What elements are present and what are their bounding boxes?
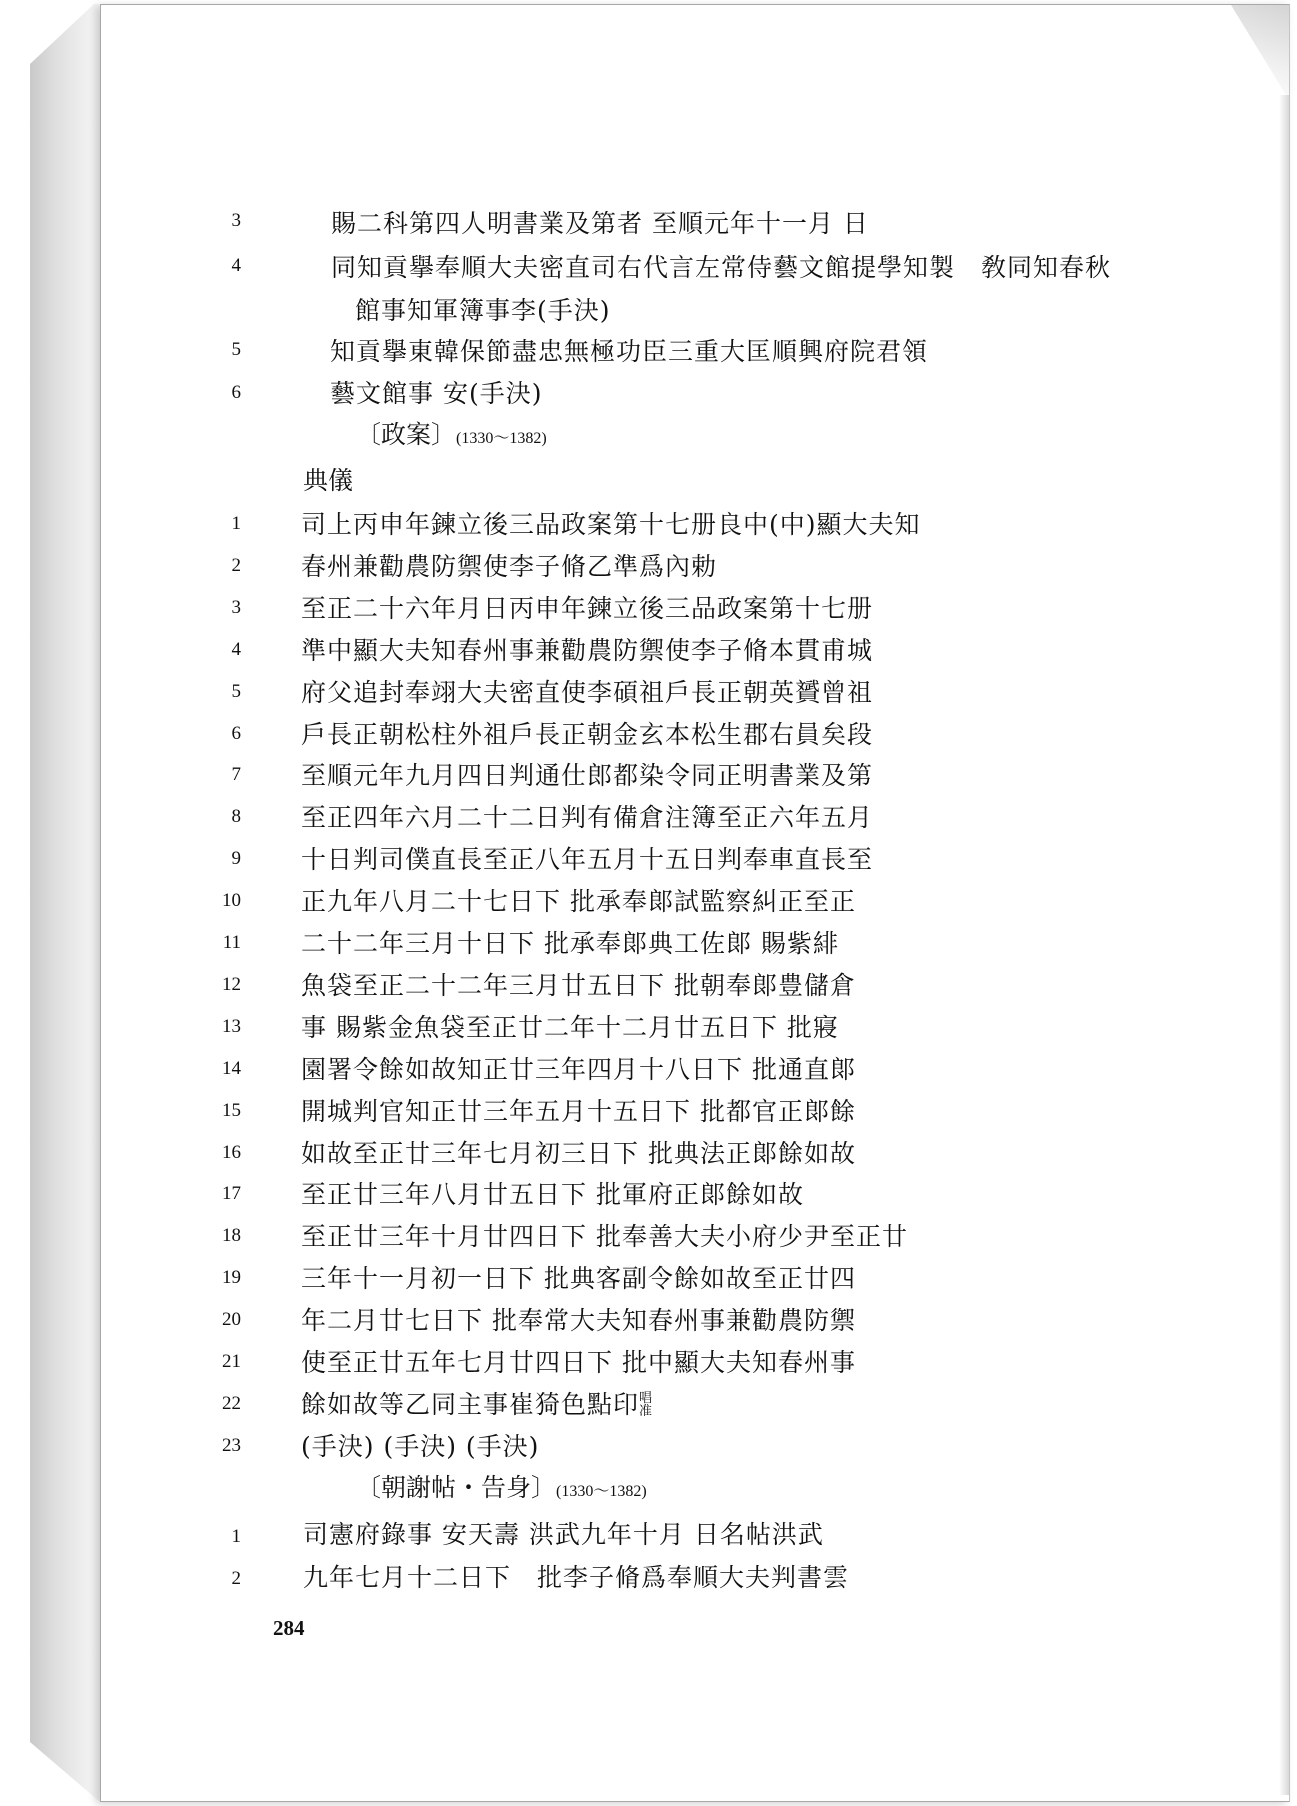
section-years: (1330〜1382) (456, 430, 547, 447)
line-text (301, 1259, 856, 1295)
line-text (301, 1343, 856, 1379)
line-text (301, 756, 873, 792)
line-text: 司憲府錄事 安天壽 洪武九年十月 日名帖洪武 (303, 1520, 824, 1549)
line-number: 1 (231, 1526, 241, 1547)
page-corner-shadow (1231, 5, 1289, 100)
line-text (301, 1427, 539, 1463)
line-text-body: (手決) (手決) (手決) (301, 1431, 540, 1461)
line-text-body: 如故至正廿三年七月初三日下 批典法正郞餘如故 (301, 1138, 856, 1168)
section-heading-seian (356, 415, 547, 451)
line-number: 8 (231, 806, 241, 828)
line-text (301, 1301, 856, 1337)
line-text: 同知貢擧奉順大夫密直司右代言左常侍藝文館提學知製 敎同知春秋 (331, 253, 1112, 282)
section-subtitle: 典儀 (303, 466, 354, 495)
line-text (301, 673, 873, 709)
line-number: 10 (222, 890, 241, 912)
line-number: 1 (231, 513, 241, 534)
line-number: 14 (222, 1057, 241, 1079)
line-number: 5 (231, 339, 241, 360)
section-title: 〔政案〕 (356, 420, 457, 449)
line-number: 11 (222, 932, 241, 953)
line-text-body: 使至正廿五年七月廿四日下 批中顯大夫知春州事 (301, 1348, 856, 1377)
line-number: 20 (222, 1309, 241, 1331)
line-text (301, 715, 873, 751)
line-number: 19 (222, 1267, 241, 1289)
line-text-body: 至順元年九月四日判通仕郎都染令同正明書業及第 (301, 761, 874, 791)
line-text (301, 882, 856, 918)
line-number: 16 (222, 1141, 241, 1163)
line-number: 3 (231, 210, 241, 231)
line-number: 3 (231, 596, 241, 618)
line-text (301, 1050, 856, 1086)
line-number: 21 (222, 1351, 241, 1372)
line-text (301, 1092, 856, 1128)
interlinear-annotation: 唱准 (639, 1390, 653, 1419)
line-text (301, 1134, 856, 1170)
line-text (301, 966, 856, 1002)
line-text-body: 魚袋至正二十二年三月廿五日下 批朝奉郞豊儲倉 (301, 970, 856, 1000)
line-number: 4 (231, 255, 241, 276)
line-text: 賜二科第四人明書業及第者 至順元年十一月 日 (331, 209, 869, 238)
line-text-body: 戶長正朝松柱外祖戶長正朝金玄本松生郡右員矣段 (301, 719, 874, 749)
line-text-body: 餘如故等乙同主事崔猗色點印 (301, 1389, 640, 1419)
line-text-body: 正九年八月二十七日下 批承奉郞試監察糾正至正 (301, 887, 856, 917)
line-number: 2 (231, 554, 241, 576)
line-number: 23 (222, 1434, 241, 1456)
line-number: 4 (231, 638, 241, 660)
line-number: 6 (231, 382, 241, 403)
line-text (301, 1008, 839, 1044)
line-text (301, 840, 873, 876)
line-number: 9 (231, 848, 241, 870)
line-text: 藝文館事 安(手決) (330, 379, 543, 408)
line-number: 5 (231, 680, 241, 702)
line-text (301, 547, 717, 583)
line-text-body: 府父追封奉翊大夫密直使李碩祖戶長正朝英贇曾祖 (301, 677, 874, 707)
line-text-body: 年二月廿七日下 批奉常大夫知春州事兼勸農防禦 (301, 1306, 856, 1336)
line-text (301, 1385, 655, 1421)
line-number: 7 (231, 764, 241, 786)
line-text-body: 至正四年六月二十二日判有備倉注簿至正六年五月 (301, 803, 874, 833)
section-years: (1330〜1382) (556, 1483, 647, 1500)
line-text-body: 開城判官知正廿三年五月十五日下 批都官正郞餘 (301, 1096, 856, 1126)
line-text (301, 589, 873, 625)
line-number: 18 (222, 1225, 241, 1247)
line-text-body: 二十二年三月十日下 批承奉郞典工佐郞 賜紫緋 (301, 929, 839, 958)
line-text: 知貢擧東韓保節盡忠無極功臣三重大匡順興府院君領 (330, 337, 929, 366)
page-right-shade (1279, 95, 1289, 1795)
line-text: 館事知軍簿事李(手決) (355, 296, 611, 325)
line-text (301, 631, 873, 667)
line-text: 九年七月十二日下 批李子脩爲奉順大夫判書雲 (303, 1563, 850, 1592)
book-page-stack-edge (30, 4, 100, 1802)
page-number: 284 (273, 1616, 305, 1640)
line-text (301, 924, 839, 960)
line-text-body: 至正廿三年十月廿四日下 批奉善大夫小府少尹至正廿 (301, 1222, 908, 1252)
line-text-body: 十日判司僕直長至正八年五月十五日判奉車直長至 (301, 845, 874, 875)
line-number: 6 (231, 722, 241, 744)
line-text-body: 園署令餘如故知正廿三年四月十八日下 批通直郞 (301, 1054, 856, 1084)
line-text (301, 798, 873, 834)
line-text-body: 春州兼勸農防禦使李子脩乙準爲內勅 (301, 551, 718, 581)
section-title: 〔朝謝帖・告身〕 (356, 1473, 557, 1502)
line-text-body: 事 賜紫金魚袋至正廿二年十二月廿五日下 批寢 (301, 1012, 839, 1042)
line-number: 15 (222, 1099, 241, 1121)
line-text-body: 三年十一月初一日下 批典客副令餘如故至正廿四 (301, 1264, 856, 1294)
line-text-body: 至正廿三年八月廿五日下 批軍府正郞餘如故 (301, 1180, 804, 1210)
line-text (301, 1217, 908, 1253)
line-text (301, 1175, 804, 1211)
book-page (100, 4, 1290, 1802)
line-text-body: 至正二十六年月日丙申年鍊立後三品政案第十七册 (301, 593, 874, 623)
line-number: 12 (222, 973, 241, 995)
section-heading-chosa (356, 1468, 647, 1504)
line-number: 13 (222, 1015, 241, 1037)
line-text-body: 司上丙申年鍊立後三品政案第十七册良中(中)顯大夫知 (301, 510, 921, 539)
line-number: 22 (222, 1392, 241, 1414)
line-text-body: 準中顯大夫知春州事兼勸農防禦使李子脩本貫甫城 (301, 635, 874, 665)
line-number: 2 (231, 1568, 241, 1589)
line-text (301, 505, 921, 541)
line-number: 17 (222, 1183, 241, 1205)
